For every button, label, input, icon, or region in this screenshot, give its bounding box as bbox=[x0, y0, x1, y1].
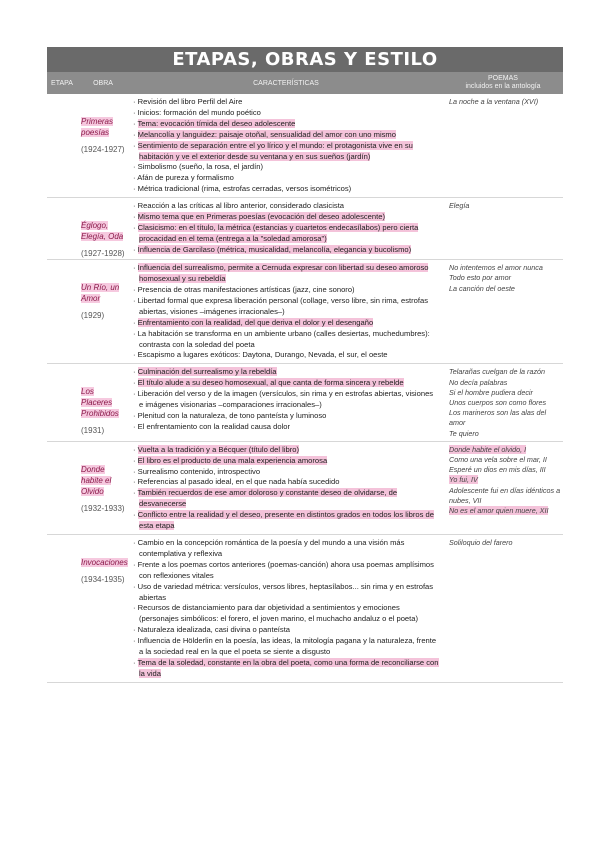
obra-title: Églogo, Elegía, Oda bbox=[81, 221, 124, 242]
obra-cell bbox=[77, 442, 129, 534]
table-body bbox=[47, 94, 563, 683]
caracteristica-item bbox=[132, 223, 439, 245]
caracteristica-item bbox=[132, 603, 439, 625]
caracteristica-item bbox=[132, 201, 439, 212]
caracteristicas-cell bbox=[129, 364, 443, 440]
caracteristicas-cell bbox=[129, 535, 443, 682]
caracteristica-text: Tema de la soledad, constante en la obra del poeta, como una forma de reconciliarse con la vida bbox=[137, 657, 439, 678]
caracteristica-text: Naturaleza idealizada, casi divina o panteísta bbox=[137, 625, 291, 635]
poema-title: Todo esto por amor bbox=[449, 273, 512, 283]
poema-item bbox=[449, 378, 561, 388]
caracteristica-text: Melancolía y languidez: paisaje otoñal, sensualidad del amor con uno mismo bbox=[137, 129, 396, 139]
poema-title: Los marineros son las alas del amor bbox=[449, 408, 547, 428]
header-caracteristicas: CARACTERÍSTICAS bbox=[253, 79, 319, 87]
poema-title: Unos cuerpos son como flores bbox=[449, 397, 547, 407]
poema-item bbox=[449, 506, 561, 516]
caracteristica-text: Escapismo a lugares exóticos: Daytona, Durango, Nevada, el sur, el oeste bbox=[137, 350, 388, 360]
poema-title: La canción del oeste bbox=[449, 283, 515, 293]
header-poemas-subtitle: incluidos en la antología bbox=[465, 83, 541, 90]
caracteristica-text: El enfrentamiento con la realidad causa dolor bbox=[137, 421, 291, 431]
poema-title: Esperé un dios en mis días, III bbox=[449, 465, 546, 475]
header-poemas bbox=[443, 72, 563, 94]
poema-item bbox=[449, 398, 561, 408]
poema-item bbox=[449, 475, 561, 485]
poemas-cell bbox=[443, 94, 563, 197]
poemas-cell bbox=[443, 260, 563, 363]
poema-title: Soliloquio del farero bbox=[449, 537, 513, 547]
obra-years: (1932-1933) bbox=[81, 503, 125, 513]
poema-title: No decía palabras bbox=[449, 377, 508, 387]
etapa-cell bbox=[47, 260, 77, 363]
table-row bbox=[47, 442, 563, 535]
poemas-cell bbox=[443, 442, 563, 534]
header-poemas-title: POEMAS bbox=[488, 75, 518, 82]
caracteristica-text: Culminación del surrealismo y la rebeldía bbox=[137, 367, 277, 377]
poema-item bbox=[449, 465, 561, 475]
poema-item bbox=[449, 284, 561, 294]
obra-title: Invocaciones bbox=[81, 557, 128, 567]
caracteristica-text: Cambio en la concepción romántica de la poesía y del mundo a una visión más contemplativa y reflexiva bbox=[137, 537, 405, 558]
caracteristica-item bbox=[132, 245, 439, 256]
caracteristica-text: El libro es el producto de una mala experiencia amorosa bbox=[137, 455, 328, 465]
obra-title: Un Río, un Amor bbox=[81, 283, 120, 304]
caracteristica-text: Enfrentamiento con la realidad, del que deriva el dolor y el desengaño bbox=[137, 317, 374, 327]
obra-years: (1929) bbox=[81, 311, 105, 321]
caracteristica-item bbox=[132, 285, 439, 296]
caracteristica-text: Influencia del surrealismo, permite a Cernuda expresar con libertad su deseo amoroso homosexual y su rebeldía bbox=[137, 263, 429, 284]
poemas-cell bbox=[443, 535, 563, 682]
caracteristica-item bbox=[132, 263, 439, 285]
caracteristica-text: Métrica tradicional (rima, estrofas cerradas, versos isométricos) bbox=[137, 184, 352, 194]
table-row bbox=[47, 260, 563, 364]
table-header bbox=[47, 72, 563, 94]
caracteristica-text: Vuelta a la tradición y a Bécquer (título del libro) bbox=[137, 444, 300, 454]
caracteristica-item bbox=[132, 119, 439, 130]
caracteristica-item bbox=[132, 625, 439, 636]
poema-title: No es el amor quien muere, XII bbox=[449, 505, 549, 515]
poemas-cell bbox=[443, 198, 563, 259]
poema-title: Como una vela sobre el mar, II bbox=[449, 454, 547, 464]
caracteristica-text: Plenitud con la naturaleza, de tono panteísta y luminoso bbox=[137, 410, 327, 420]
poema-title: Donde habite el olvido, I bbox=[449, 444, 527, 454]
etapa-cell bbox=[47, 442, 77, 534]
etapa-cell bbox=[47, 535, 77, 682]
obra-years: (1927-1928) bbox=[81, 249, 125, 259]
caracteristica-text: Surrealismo contenido, introspectivo bbox=[137, 466, 261, 476]
etapa-cell bbox=[47, 198, 77, 259]
caracteristica-text: Afán de pureza y formalismo bbox=[137, 173, 234, 183]
poema-title: Yo fui, IV bbox=[449, 475, 478, 485]
caracteristica-item bbox=[132, 389, 439, 411]
poema-item bbox=[449, 429, 561, 439]
caracteristica-item bbox=[132, 467, 439, 478]
caracteristica-item bbox=[132, 108, 439, 119]
page-title: ETAPAS, OBRAS Y ESTILO bbox=[47, 47, 563, 72]
poema-item bbox=[449, 97, 561, 107]
caracteristica-text: Conflicto entre la realidad y el deseo, presente en distintos grados en todos los libros de esta etapa bbox=[137, 510, 434, 531]
header-obra: OBRA bbox=[93, 79, 113, 87]
caracteristica-text: Clasicismo: en el título, la métrica (estancias y cuartetos endecasílabos) pero cierta procacidad en el tema (entrega a la "soledad amorosa") bbox=[137, 222, 419, 243]
poema-item bbox=[449, 408, 561, 428]
obra-cell bbox=[77, 260, 129, 363]
caracteristica-item bbox=[132, 658, 439, 680]
caracteristica-item bbox=[132, 184, 439, 195]
caracteristica-text: El título alude a su deseo homosexual, al que canta de forma sincera y rebelde bbox=[137, 378, 404, 388]
caracteristica-text: Liberación del verso y de la imagen (versículos, sin rima y en estrofas abiertas, visiones e imágenes visionarias –comparaciones irracionales–) bbox=[137, 389, 434, 410]
caracteristica-item bbox=[132, 212, 439, 223]
caracteristica-item bbox=[132, 378, 439, 389]
caracteristica-text: Revisión del libro Perfil del Aire bbox=[137, 97, 243, 106]
caracteristicas-cell bbox=[129, 94, 443, 197]
caracteristica-text: Reacción a las críticas al libro anterior, considerado clasicista bbox=[137, 201, 345, 211]
obra-title: Los Placeres Prohibidos bbox=[81, 387, 119, 419]
obra-title: Donde habite el Olvido bbox=[81, 464, 112, 496]
obra-years: (1931) bbox=[81, 426, 105, 436]
obra-title: Primeras poesías bbox=[81, 117, 114, 137]
caracteristicas-cell bbox=[129, 198, 443, 259]
caracteristica-text: Referencias al pasado ideal, en el que nada había sucedido bbox=[137, 477, 340, 487]
caracteristica-text: Presencia de otras manifestaciones artísticas (jazz, cine sonoro) bbox=[137, 284, 355, 294]
caracteristica-text: Libertad formal que expresa liberación personal (collage, verso libre, sin rima, estrofas abiertas, visiones –imágenes irracionales–) bbox=[137, 295, 429, 316]
caracteristica-item bbox=[132, 350, 439, 361]
document-sheet bbox=[47, 47, 563, 747]
poema-title: Si el hombre pudiera decir bbox=[449, 387, 533, 397]
etapa-cell bbox=[47, 94, 77, 197]
caracteristica-text: Simbolismo (sueño, la rosa, el jardín) bbox=[137, 162, 263, 172]
caracteristica-item bbox=[132, 141, 439, 163]
poema-item bbox=[449, 201, 561, 211]
poema-title: La noche a la ventana (XVI) bbox=[449, 97, 539, 106]
caracteristica-item bbox=[132, 97, 439, 108]
table-row bbox=[47, 198, 563, 260]
caracteristica-item bbox=[132, 445, 439, 456]
caracteristica-item bbox=[132, 296, 439, 318]
poema-item bbox=[449, 367, 561, 377]
poema-title: Adolescente fui en días idénticos a nubes, VII bbox=[449, 485, 561, 505]
poema-title: Elegía bbox=[449, 201, 470, 211]
caracteristica-item bbox=[132, 456, 439, 467]
caracteristica-item bbox=[132, 560, 439, 582]
poema-item bbox=[449, 388, 561, 398]
table-row bbox=[47, 535, 563, 683]
caracteristicas-cell bbox=[129, 260, 443, 363]
caracteristicas-cell bbox=[129, 442, 443, 534]
caracteristica-text: La habitación se transforma en un ambiente urbano (calles desiertas, muchedumbres): contrasta con la soledad del poeta bbox=[137, 328, 430, 349]
poema-item bbox=[449, 486, 561, 506]
table-row bbox=[47, 94, 563, 198]
caracteristica-text: Uso de variedad métrica: versículos, versos libres, heptasílabos... sin rima y en estrofas abiertas bbox=[137, 581, 434, 602]
caracteristica-text: También recuerdos de ese amor doloroso y constante deseo de olvidarse, de desvanecerse bbox=[137, 488, 398, 509]
poema-title: Telarañas cuelgan de la razón bbox=[449, 367, 546, 377]
obra-years: (1924-1927) bbox=[81, 145, 125, 154]
caracteristica-item bbox=[132, 318, 439, 329]
caracteristica-item bbox=[132, 510, 439, 532]
poema-item bbox=[449, 273, 561, 283]
caracteristica-text: Sentimiento de separación entre el yo lírico y el mundo: el protagonista vive en su habitación y ve el exterior desde su ventana y en sus sueños (jardín) bbox=[137, 140, 413, 161]
caracteristica-item bbox=[132, 130, 439, 141]
caracteristica-text: Influencia de Garcilaso (métrica, musicalidad, melancolía, elegancia y bucolismo) bbox=[137, 244, 412, 254]
caracteristica-item bbox=[132, 367, 439, 378]
caracteristica-item bbox=[132, 422, 439, 433]
poema-item bbox=[449, 263, 561, 273]
caracteristica-item bbox=[132, 582, 439, 604]
poema-item bbox=[449, 538, 561, 548]
caracteristica-text: Inicios: formación del mundo poético bbox=[137, 107, 261, 117]
etapa-cell bbox=[47, 364, 77, 440]
obra-cell bbox=[77, 94, 129, 197]
caracteristica-text: Mismo tema que en Primeras poesías (evocación del deseo adolescente) bbox=[137, 212, 385, 222]
poemas-cell bbox=[443, 364, 563, 440]
header-etapa: ETAPA bbox=[51, 79, 73, 87]
caracteristica-text: Recursos de distanciamiento para dar objetividad a sentimientos y emociones (personajes simbólicos: el forero, el joven marino, el muchacho andaluz o el poeta) bbox=[137, 603, 419, 624]
obra-cell bbox=[77, 198, 129, 259]
caracteristica-item bbox=[132, 329, 439, 351]
caracteristica-item bbox=[132, 162, 439, 173]
obra-cell bbox=[77, 364, 129, 440]
obra-cell bbox=[77, 535, 129, 682]
caracteristica-item bbox=[132, 477, 439, 488]
table-row bbox=[47, 364, 563, 441]
caracteristica-item bbox=[132, 173, 439, 184]
poema-item bbox=[449, 455, 561, 465]
caracteristica-item bbox=[132, 538, 439, 560]
poema-title: Te quiero bbox=[449, 428, 479, 438]
poema-item bbox=[449, 445, 561, 455]
obra-years: (1934-1935) bbox=[81, 574, 125, 584]
caracteristica-text: Tema: evocación tímida del deseo adolescente bbox=[137, 118, 296, 128]
caracteristica-text: Influencia de Hölderlin en la poesía, las ideas, la mitología pagana y la naturaleza, frente a la sociedad real en la que el poeta se siente a disgusto bbox=[137, 636, 437, 657]
caracteristica-item bbox=[132, 488, 439, 510]
caracteristica-item bbox=[132, 411, 439, 422]
poema-title: No intentemos el amor nunca bbox=[449, 263, 543, 273]
caracteristica-text: Frente a los poemas cortos anteriores (poemas-canción) ahora usa poemas amplísimos con reflexiones vitales bbox=[137, 559, 434, 580]
caracteristica-item bbox=[132, 636, 439, 658]
